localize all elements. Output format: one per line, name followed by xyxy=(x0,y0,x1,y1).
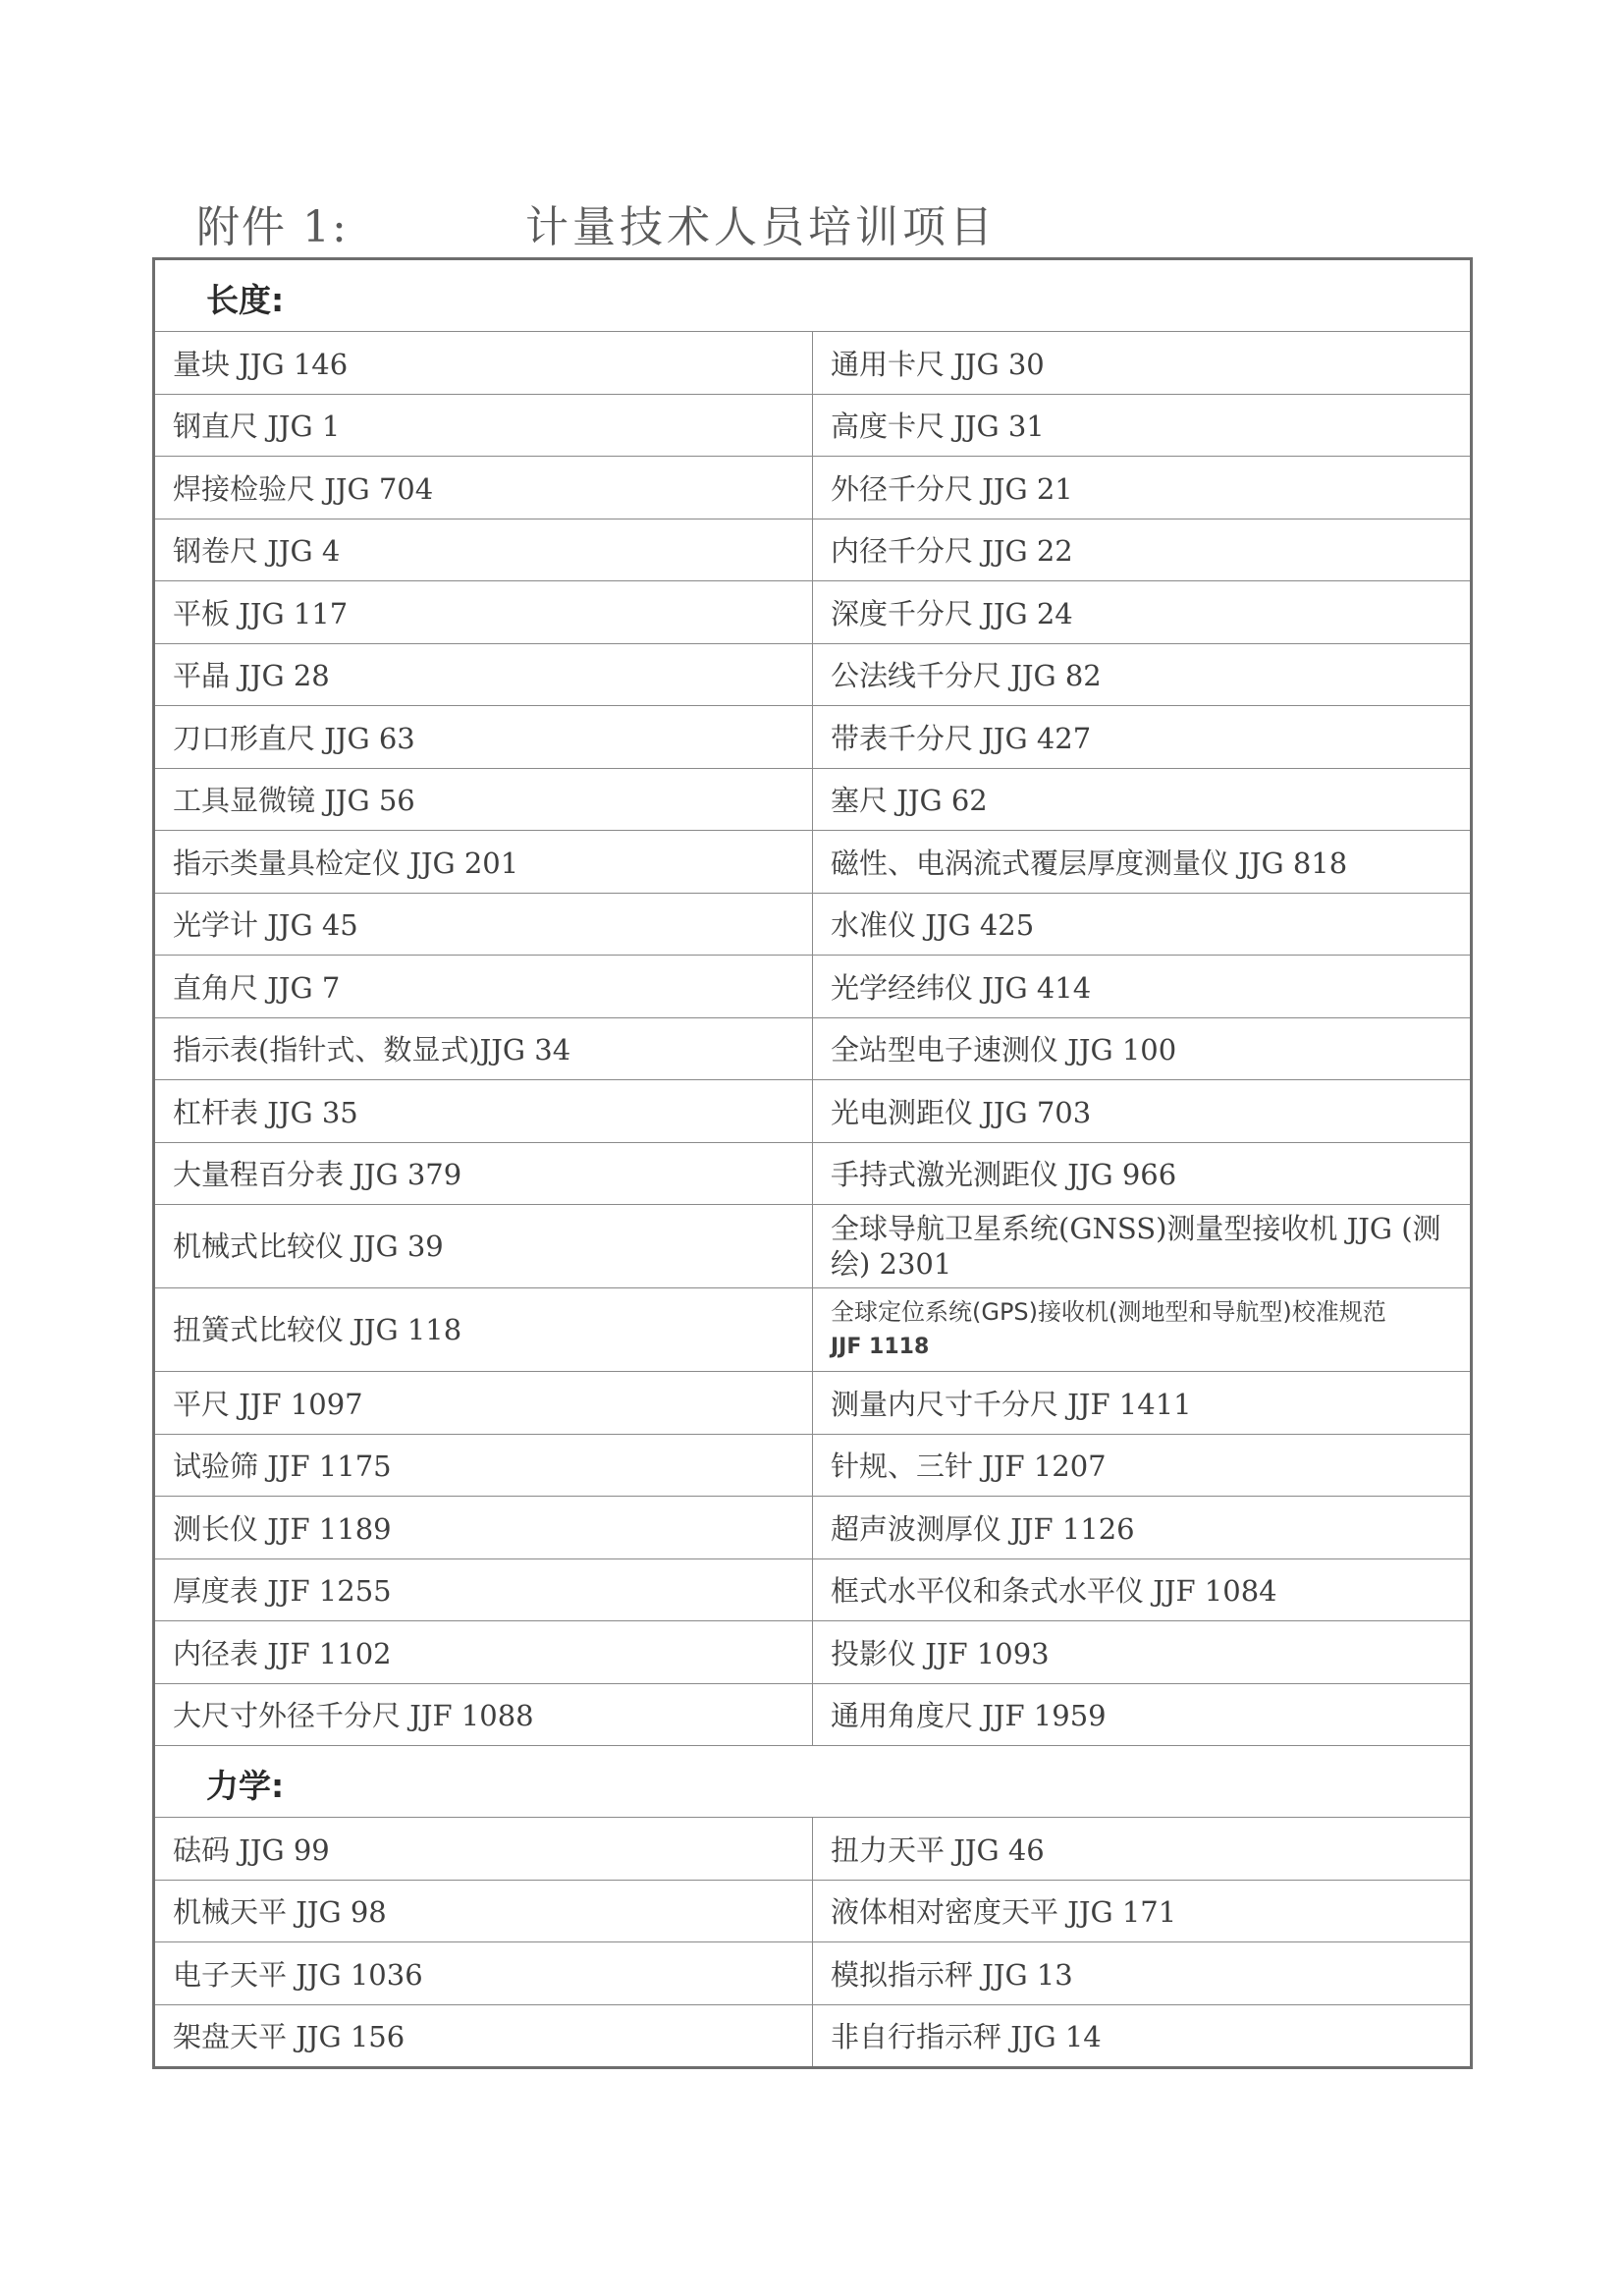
table-cell: 机械天平 JJG 98 xyxy=(154,1880,813,1942)
table-cell: 钢直尺 JJG 1 xyxy=(154,394,813,457)
table-cell: 光电测距仪 JJG 703 xyxy=(813,1080,1472,1143)
table-row xyxy=(154,581,1472,644)
table-cell: 测量内尺寸千分尺 JJF 1411 xyxy=(813,1372,1472,1435)
table-cell: 磁性、电涡流式覆层厚度测量仪 JJG 818 xyxy=(813,831,1472,894)
table-row xyxy=(154,1288,1472,1372)
table-cell: 液体相对密度天平 JJG 171 xyxy=(813,1880,1472,1942)
table-cell: 架盘天平 JJG 156 xyxy=(154,2004,813,2068)
table-row xyxy=(154,1621,1472,1684)
table-cell: 扭力天平 JJG 46 xyxy=(813,1818,1472,1881)
table-cell-multiline xyxy=(813,1288,1472,1372)
table-row xyxy=(154,1683,1472,1746)
table-cell: 针规、三针 JJF 1207 xyxy=(813,1434,1472,1497)
attachment-label: 附件 1: xyxy=(196,202,349,252)
table-cell: 通用角度尺 JJF 1959 xyxy=(813,1683,1472,1746)
table-cell: 塞尺 JJG 62 xyxy=(813,768,1472,831)
table-cell: 全球导航卫星系统(GNSS)测量型接收机 JJG (测绘) 2301 xyxy=(813,1205,1472,1288)
table-row xyxy=(154,1142,1472,1205)
table-row xyxy=(154,643,1472,706)
table-cell: 平板 JJG 117 xyxy=(154,581,813,644)
table-row xyxy=(154,519,1472,581)
table-cell: 焊接检验尺 JJG 704 xyxy=(154,457,813,519)
page-header xyxy=(196,191,1473,250)
table-cell: 公法线千分尺 JJG 82 xyxy=(813,643,1472,706)
table-row xyxy=(154,893,1472,956)
table-cell: 外径千分尺 JJG 21 xyxy=(813,457,1472,519)
table-cell: 直角尺 JJG 7 xyxy=(154,956,813,1018)
table-row xyxy=(154,1497,1472,1559)
table-cell: 非自行指示秤 JJG 14 xyxy=(813,2004,1472,2068)
table-cell: 杠杆表 JJG 35 xyxy=(154,1080,813,1143)
table-cell: 钢卷尺 JJG 4 xyxy=(154,519,813,581)
table-cell: 高度卡尺 JJG 31 xyxy=(813,394,1472,457)
table-cell: 平尺 JJF 1097 xyxy=(154,1372,813,1435)
table-row xyxy=(154,1942,1472,2005)
section-header-length xyxy=(154,259,1472,332)
table-cell: 指示表(指针式、数显式)JJG 34 xyxy=(154,1017,813,1080)
table-cell: 投影仪 JJF 1093 xyxy=(813,1621,1472,1684)
table-cell: 试验筛 JJF 1175 xyxy=(154,1434,813,1497)
table-cell: 机械式比较仪 JJG 39 xyxy=(154,1205,813,1288)
table-cell: 大量程百分表 JJG 379 xyxy=(154,1142,813,1205)
table-cell: 深度千分尺 JJG 24 xyxy=(813,581,1472,644)
table-cell: 指示类量具检定仪 JJG 201 xyxy=(154,831,813,894)
table-row xyxy=(154,1017,1472,1080)
table-cell: 超声波测厚仪 JJF 1126 xyxy=(813,1497,1472,1559)
cell-line: JJF 1118 xyxy=(831,1335,930,1359)
section-title: 力学: xyxy=(154,1746,1472,1818)
table-cell: 砝码 JJG 99 xyxy=(154,1818,813,1881)
table-cell: 水准仪 JJG 425 xyxy=(813,893,1472,956)
table-row xyxy=(154,457,1472,519)
page-title: 计量技术人员培训项目 xyxy=(525,202,997,252)
table-row xyxy=(154,706,1472,769)
table-cell: 光学经纬仪 JJG 414 xyxy=(813,956,1472,1018)
section-title: 长度: xyxy=(154,259,1472,332)
table-row xyxy=(154,768,1472,831)
table-cell: 刀口形直尺 JJG 63 xyxy=(154,706,813,769)
cell-line: 全球定位系统(GPS)接收机(测地型和导航型)校准规范 xyxy=(831,1298,1386,1326)
table-cell: 带表千分尺 JJG 427 xyxy=(813,706,1472,769)
table-row xyxy=(154,1558,1472,1621)
table-cell: 扭簧式比较仪 JJG 118 xyxy=(154,1288,813,1372)
table-cell: 电子天平 JJG 1036 xyxy=(154,1942,813,2005)
table-cell: 内径千分尺 JJG 22 xyxy=(813,519,1472,581)
table-row xyxy=(154,1434,1472,1497)
table-row xyxy=(154,1080,1472,1143)
table-cell: 框式水平仪和条式水平仪 JJF 1084 xyxy=(813,1558,1472,1621)
table-cell: 内径表 JJF 1102 xyxy=(154,1621,813,1684)
table-cell: 测长仪 JJF 1189 xyxy=(154,1497,813,1559)
table-row xyxy=(154,956,1472,1018)
table-row xyxy=(154,1818,1472,1881)
table-cell: 光学计 JJG 45 xyxy=(154,893,813,956)
table-cell: 全站型电子速测仪 JJG 100 xyxy=(813,1017,1472,1080)
table-cell: 厚度表 JJF 1255 xyxy=(154,1558,813,1621)
table-row xyxy=(154,2004,1472,2068)
table-row xyxy=(154,332,1472,395)
table-row xyxy=(154,1372,1472,1435)
table-cell: 通用卡尺 JJG 30 xyxy=(813,332,1472,395)
training-items-table xyxy=(152,257,1473,2069)
table-cell: 手持式激光测距仪 JJG 966 xyxy=(813,1142,1472,1205)
section-header-mechanics xyxy=(154,1746,1472,1818)
table-row xyxy=(154,1205,1472,1288)
table-cell: 平晶 JJG 28 xyxy=(154,643,813,706)
table-cell: 量块 JJG 146 xyxy=(154,332,813,395)
table-row xyxy=(154,831,1472,894)
table-cell: 大尺寸外径千分尺 JJF 1088 xyxy=(154,1683,813,1746)
table-row xyxy=(154,1880,1472,1942)
table-row xyxy=(154,394,1472,457)
table-cell: 模拟指示秤 JJG 13 xyxy=(813,1942,1472,2005)
table-cell: 工具显微镜 JJG 56 xyxy=(154,768,813,831)
